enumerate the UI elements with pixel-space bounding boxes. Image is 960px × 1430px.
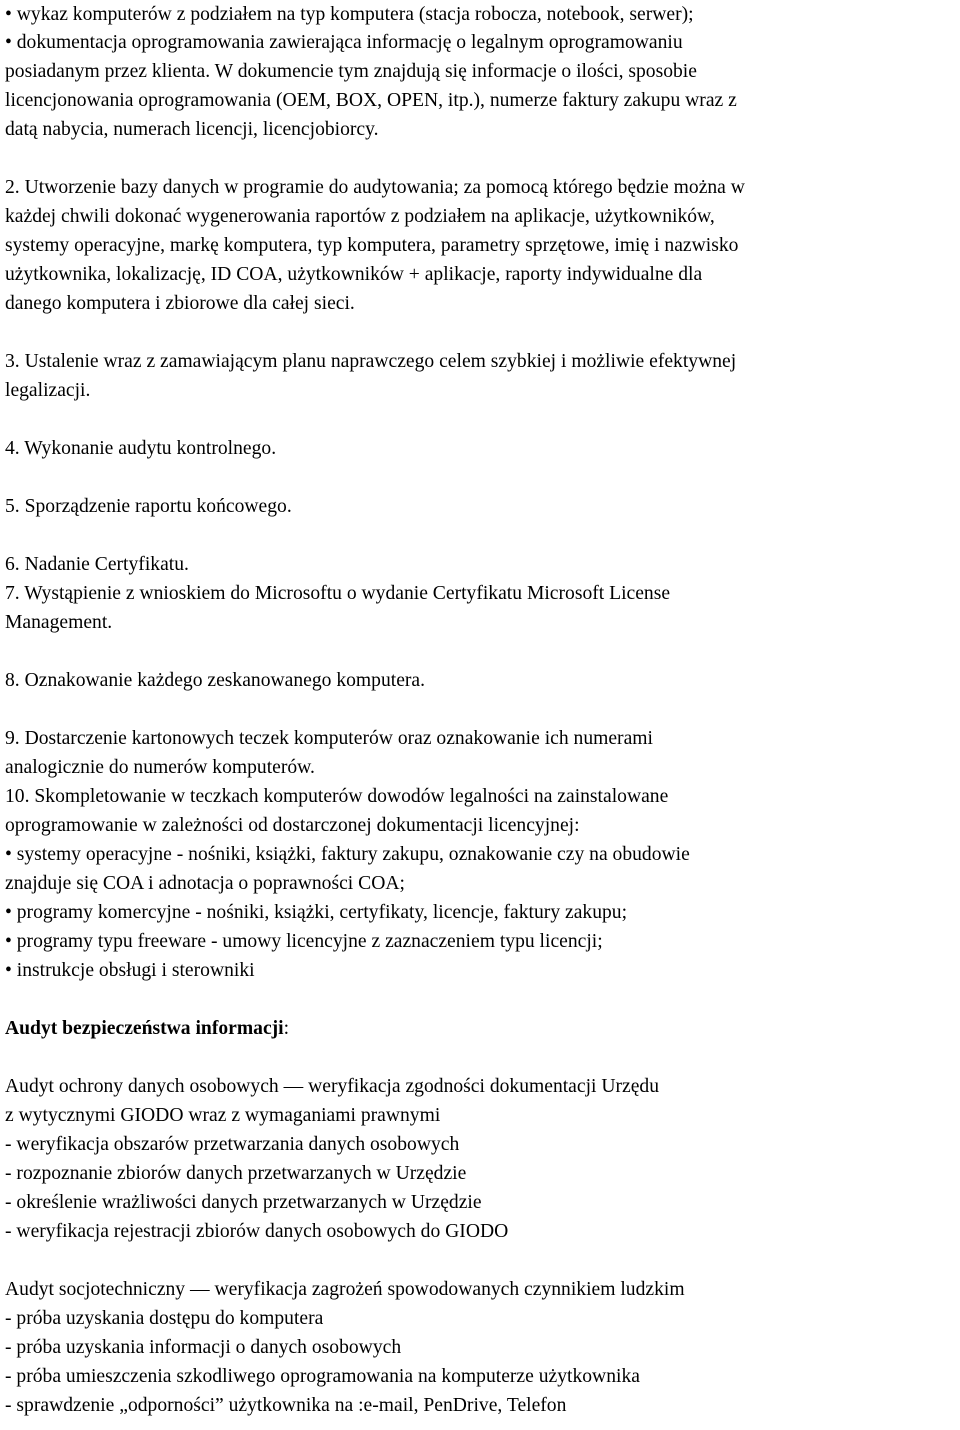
section-heading-colon: : <box>283 1018 290 1039</box>
text-line: licencjonowania oprogramowania (OEM, BOX, OPEN, itp.), numerze faktury zakupu wraz z <box>5 90 737 111</box>
text-line: • systemy operacyjne - nośniki, książki, faktury zakupu, oznakowanie czy na obudowie <box>5 844 690 865</box>
text-line: z wytycznymi GIODO wraz z wymaganiami prawnymi <box>5 1105 441 1126</box>
text-line: - sprawdzenie „odporności” użytkownika na :e-mail, PenDrive, Telefon <box>5 1395 567 1416</box>
text-line: Audyt socjotechniczny ― weryfikacja zagrożeń spowodowanych czynnikiem ludzkim <box>5 1279 685 1300</box>
text-line: 5. Sporządzenie raportu końcowego. <box>5 496 292 517</box>
text-line: analogicznie do numerów komputerów. <box>5 757 315 778</box>
text-line: - określenie wrażliwości danych przetwarzanych w Urzędzie <box>5 1192 482 1213</box>
section-heading-text: Audyt bezpieczeństwa informacji <box>5 1018 284 1039</box>
section-heading <box>5 1014 289 1043</box>
text-line: znajduje się COA i adnotacja o poprawności COA; <box>5 873 405 894</box>
text-line: - weryfikacja rejestracji zbiorów danych osobowych do GIODO <box>5 1221 509 1242</box>
text-line: 3. Ustalenie wraz z zamawiającym planu naprawczego celem szybkiej i możliwie efektywnej <box>5 351 737 372</box>
text-line: 9. Dostarczenie kartonowych teczek komputerów oraz oznakowanie ich numerami <box>5 728 653 749</box>
text-line: 4. Wykonanie audytu kontrolnego. <box>5 438 277 459</box>
text-line: • wykaz komputerów z podziałem na typ komputera (stacja robocza, notebook, serwer); <box>5 4 694 25</box>
text-line: 2. Utworzenie bazy danych w programie do audytowania; za pomocą którego będzie można w <box>5 177 745 198</box>
text-line: - próba uzyskania informacji o danych osobowych <box>5 1337 402 1358</box>
text-line: użytkownika, lokalizację, ID COA, użytkowników + aplikacje, raporty indywidualne dla <box>5 264 703 285</box>
text-line: danego komputera i zbiorowe dla całej sieci. <box>5 293 355 314</box>
text-line: oprogramowanie w zależności od dostarczonej dokumentacji licencyjnej: <box>5 815 580 836</box>
text-line: • programy typu freeware - umowy licencyjne z zaznaczeniem typu licencji; <box>5 931 603 952</box>
text-line: posiadanym przez klienta. W dokumencie tym znajdują się informacje o ilości, sposobie <box>5 61 697 82</box>
text-line: Audyt ochrony danych osobowych ― weryfikacja zgodności dokumentacji Urzędu <box>5 1076 660 1097</box>
text-line: • programy komercyjne - nośniki, książki, certyfikaty, licencje, faktury zakupu; <box>5 902 628 923</box>
text-line: legalizacji. <box>5 380 91 401</box>
text-line: 10. Skompletowanie w teczkach komputerów dowodów legalności na zainstalowane <box>5 786 669 807</box>
text-line: 7. Wystąpienie z wnioskiem do Microsoftu o wydanie Certyfikatu Microsoft License <box>5 583 671 604</box>
text-line: - weryfikacja obszarów przetwarzania danych osobowych <box>5 1134 460 1155</box>
text-line: • instrukcje obsługi i sterowniki <box>5 960 255 981</box>
text-line: - próba uzyskania dostępu do komputera <box>5 1308 324 1329</box>
text-line: datą nabycia, numerach licencji, licencjobiorcy. <box>5 119 379 140</box>
text-line: • dokumentacja oprogramowania zawierająca informację o legalnym oprogramowaniu <box>5 32 683 53</box>
text-line: - rozpoznanie zbiorów danych przetwarzanych w Urzędzie <box>5 1163 467 1184</box>
text-line: Management. <box>5 612 113 633</box>
text-line: 8. Oznakowanie każdego zeskanowanego komputera. <box>5 670 426 691</box>
text-line: 6. Nadanie Certyfikatu. <box>5 554 189 575</box>
text-line: systemy operacyjne, markę komputera, typ komputera, parametry sprzętowe, imię i nazwisko <box>5 235 739 256</box>
text-line: każdej chwili dokonać wygenerowania raportów z podziałem na aplikacje, użytkowników, <box>5 206 715 227</box>
text-line: - próba umieszczenia szkodliwego oprogramowania na komputerze użytkownika <box>5 1366 640 1387</box>
